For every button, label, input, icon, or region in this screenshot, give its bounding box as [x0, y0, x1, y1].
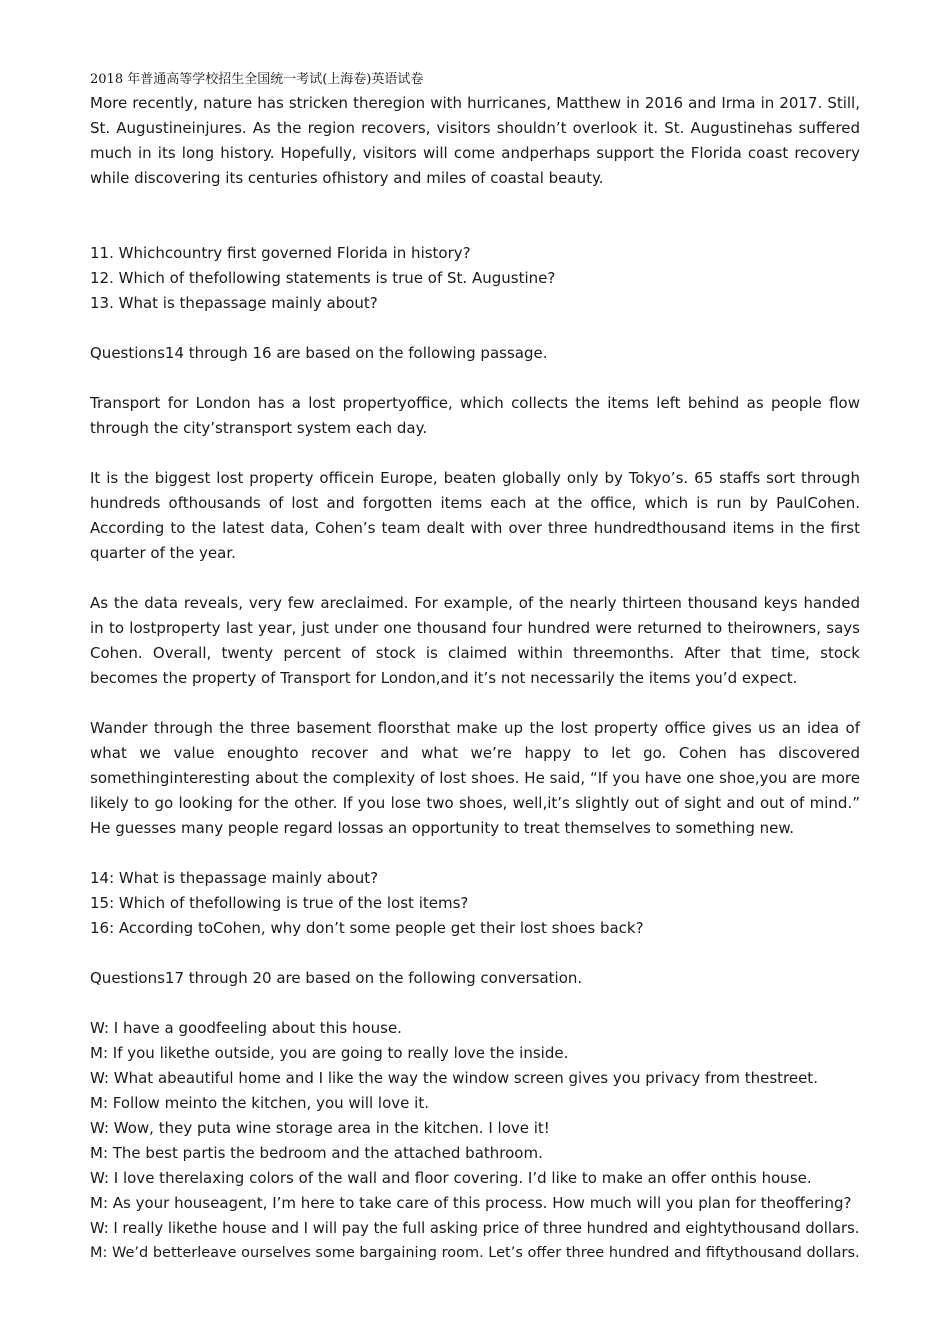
conversation-line: M: We’d betterleave ourselves some bargaining room. Let’s offer three hundred and fiftythousand dollars. — [90, 1245, 860, 1261]
question-12: 12. Which of thefollowing statements is true of St. Augustine? — [90, 269, 556, 287]
section-14-16-intro: Questions14 through 16 are based on the following passage. — [90, 344, 548, 362]
conversation-line: M: If you likethe outside, you are going to really love the inside. — [90, 1044, 569, 1062]
passage-paragraph-1: Transport for London has a lost propertyoffice, which collects the items left behind as people flow through the city’stransport system each day. — [90, 394, 860, 437]
question-11: 11. Whichcountry first governed Florida in history? — [90, 244, 471, 262]
conversation — [90, 1016, 860, 1266]
passage-paragraph-3: As the data reveals, very few areclaimed. For example, of the nearly thirteen thousand keys handed in to lostproperty last year, just under one thousand four hundred were returned to theirowners, says Cohen. Overall, twenty percent of stock is claimed within threemonths. After that time, stock becomes the property of Transport for London,and it’s not necessarily the items you’d expect. — [90, 594, 860, 687]
conversation-line: W: What abeautiful home and I like the way the window screen gives you privacy from thestreet. — [90, 1069, 818, 1087]
conversation-line: W: I love therelaxing colors of the wall and floor covering. I’d like to make an offer onthis house. — [90, 1169, 812, 1187]
conversation-line: M: The best partis the bedroom and the attached bathroom. — [90, 1144, 543, 1162]
exam-header: 2018 年普通高等学校招生全国统一考试(上海卷)英语试卷 — [90, 72, 424, 87]
question-15: 15: Which of thefollowing is true of the lost items? — [90, 894, 469, 912]
document-page — [90, 70, 860, 1266]
question-13: 13. What is thepassage mainly about? — [90, 294, 378, 312]
passage-paragraph-4: Wander through the three basement floorsthat make up the lost property office gives us an idea of what we value enoughto recover and what we’re happy to let go. Cohen has discovered somethinginteresting about the complexity of lost shoes. He said, “If you have one shoe,you are more likely to go looking for the other. If you lose two shoes, well,it’s slightly out of sight and out of mind.” He guesses many people regard lossas an opportunity to treat themselves to something new. — [90, 719, 860, 837]
question-14: 14: What is thepassage mainly about? — [90, 869, 379, 887]
questions-14-16 — [90, 866, 860, 941]
conversation-line: M: Follow meinto the kitchen, you will love it. — [90, 1094, 429, 1112]
questions-11-13 — [90, 241, 860, 316]
passage-paragraph-2: It is the biggest lost property officein Europe, beaten globally only by Tokyo’s. 65 staffs sort through hundreds ofthousands of lost and forgotten items each at the office, which is run by PaulCohen. According to the latest data, Cohen’s team dealt with over three hundredthousand items in the first quarter of the year. — [90, 469, 860, 562]
intro-paragraph: More recently, nature has stricken theregion with hurricanes, Matthew in 2016 and Irma in 2017. Still, St. Augustineinjures. As the region recovers, visitors shouldn’t overlook it. St. Augustinehas suffered much in its long history. Hopefully, visitors will come andperhaps support the Florida coast recovery while discovering its centuries ofhistory and miles of coastal beauty. — [90, 94, 860, 187]
conversation-line: M: As your houseagent, I’m here to take care of this process. How much will you plan for theoffering? — [90, 1194, 852, 1212]
conversation-line: W: Wow, they puta wine storage area in the kitchen. I love it! — [90, 1119, 550, 1137]
conversation-line: W: I really likethe house and I will pay the full asking price of three hundred and eightythousand dollars. — [90, 1220, 860, 1237]
question-16: 16: According toCohen, why don’t some people get their lost shoes back? — [90, 919, 644, 937]
section-17-20-intro: Questions17 through 20 are based on the following conversation. — [90, 969, 583, 987]
conversation-line: W: I have a goodfeeling about this house. — [90, 1019, 402, 1037]
